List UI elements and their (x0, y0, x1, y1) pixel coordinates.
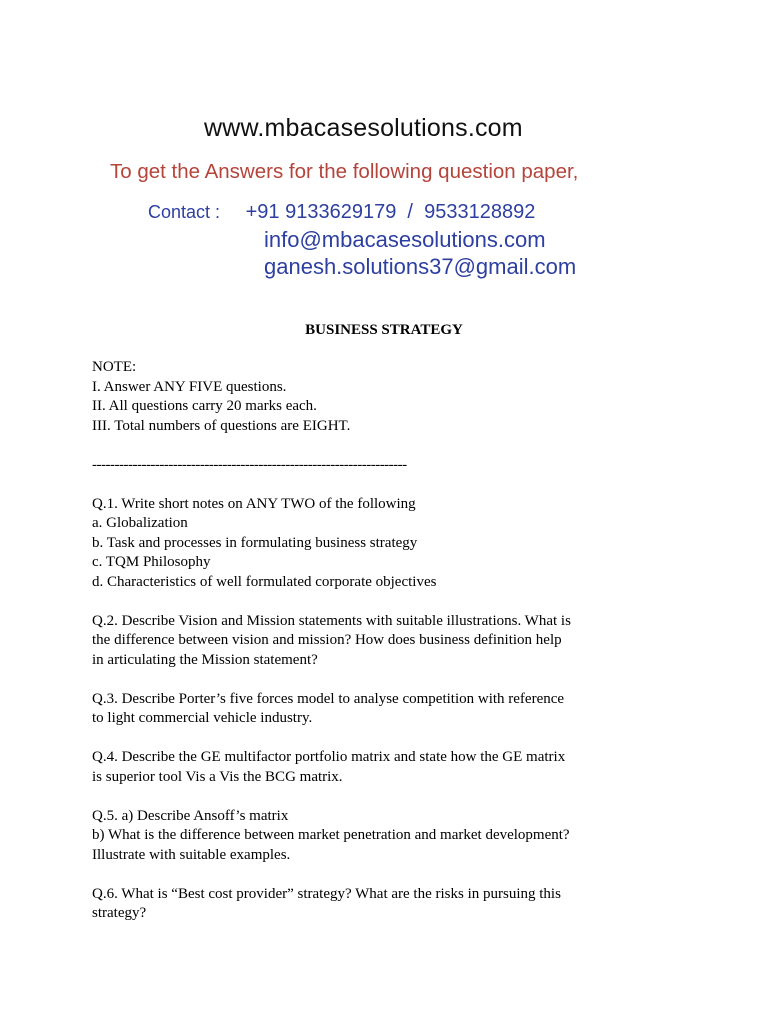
contact-label: Contact : (148, 202, 221, 222)
note-line: II. All questions carry 20 marks each. (92, 398, 317, 414)
site-url[interactable]: www.mbacasesolutions.com (204, 114, 523, 142)
note-heading: NOTE: (92, 359, 137, 375)
note-line: I. Answer ANY FIVE questions. (92, 378, 287, 395)
question-6-line: strategy? (92, 905, 147, 921)
phone-numbers: +91 9133629179 / 9533128892 (245, 201, 536, 223)
note-line: III. Total numbers of questions are EIGHT. (92, 417, 351, 434)
question-5-line: Illustrate with suitable examples. (92, 846, 291, 863)
question-2-line: Q.2. Describe Vision and Mission statements with suitable illustrations. What is (92, 612, 571, 629)
document-title: BUSINESS STRATEGY (305, 322, 463, 338)
question-3-line: Q.3. Describe Porter’s five forces model to analyse competition with reference (92, 690, 565, 707)
email-info[interactable]: info@mbacasesolutions.com (264, 227, 546, 252)
question-1: Q.1. Write short notes on ANY TWO of the following (92, 495, 416, 512)
email-ganesh[interactable]: ganesh.solutions37@gmail.com (264, 254, 577, 279)
question-4-line: is superior tool Vis a Vis the BCG matrix. (92, 768, 343, 785)
question-6-line: Q.6. What is “Best cost provider” strategy? What are the risks in pursuing this (92, 885, 561, 902)
promo-tagline: To get the Answers for the following question paper, (110, 160, 579, 183)
question-1-item: d. Characteristics of well formulated corporate objectives (92, 573, 437, 590)
question-1-item: c. TQM Philosophy (92, 554, 211, 570)
question-2-line: in articulating the Mission statement? (92, 651, 318, 668)
document-body (92, 358, 712, 924)
question-3-line: to light commercial vehicle industry. (92, 710, 313, 726)
question-5-line: Q.5. a) Describe Ansoff’s matrix (92, 807, 289, 824)
question-1-item: b. Task and processes in formulating business strategy (92, 534, 418, 551)
question-1-item: a. Globalization (92, 515, 188, 531)
question-4-line: Q.4. Describe the GE multifactor portfolio matrix and state how the GE matrix (92, 749, 566, 765)
separator-line: ---------------------------------------------------------------------- (92, 456, 407, 473)
question-5-line: b) What is the difference between market penetration and market development? (92, 827, 570, 843)
contact-row (148, 201, 535, 224)
question-2-line: the difference between vision and mission? How does business definition help (92, 632, 562, 648)
